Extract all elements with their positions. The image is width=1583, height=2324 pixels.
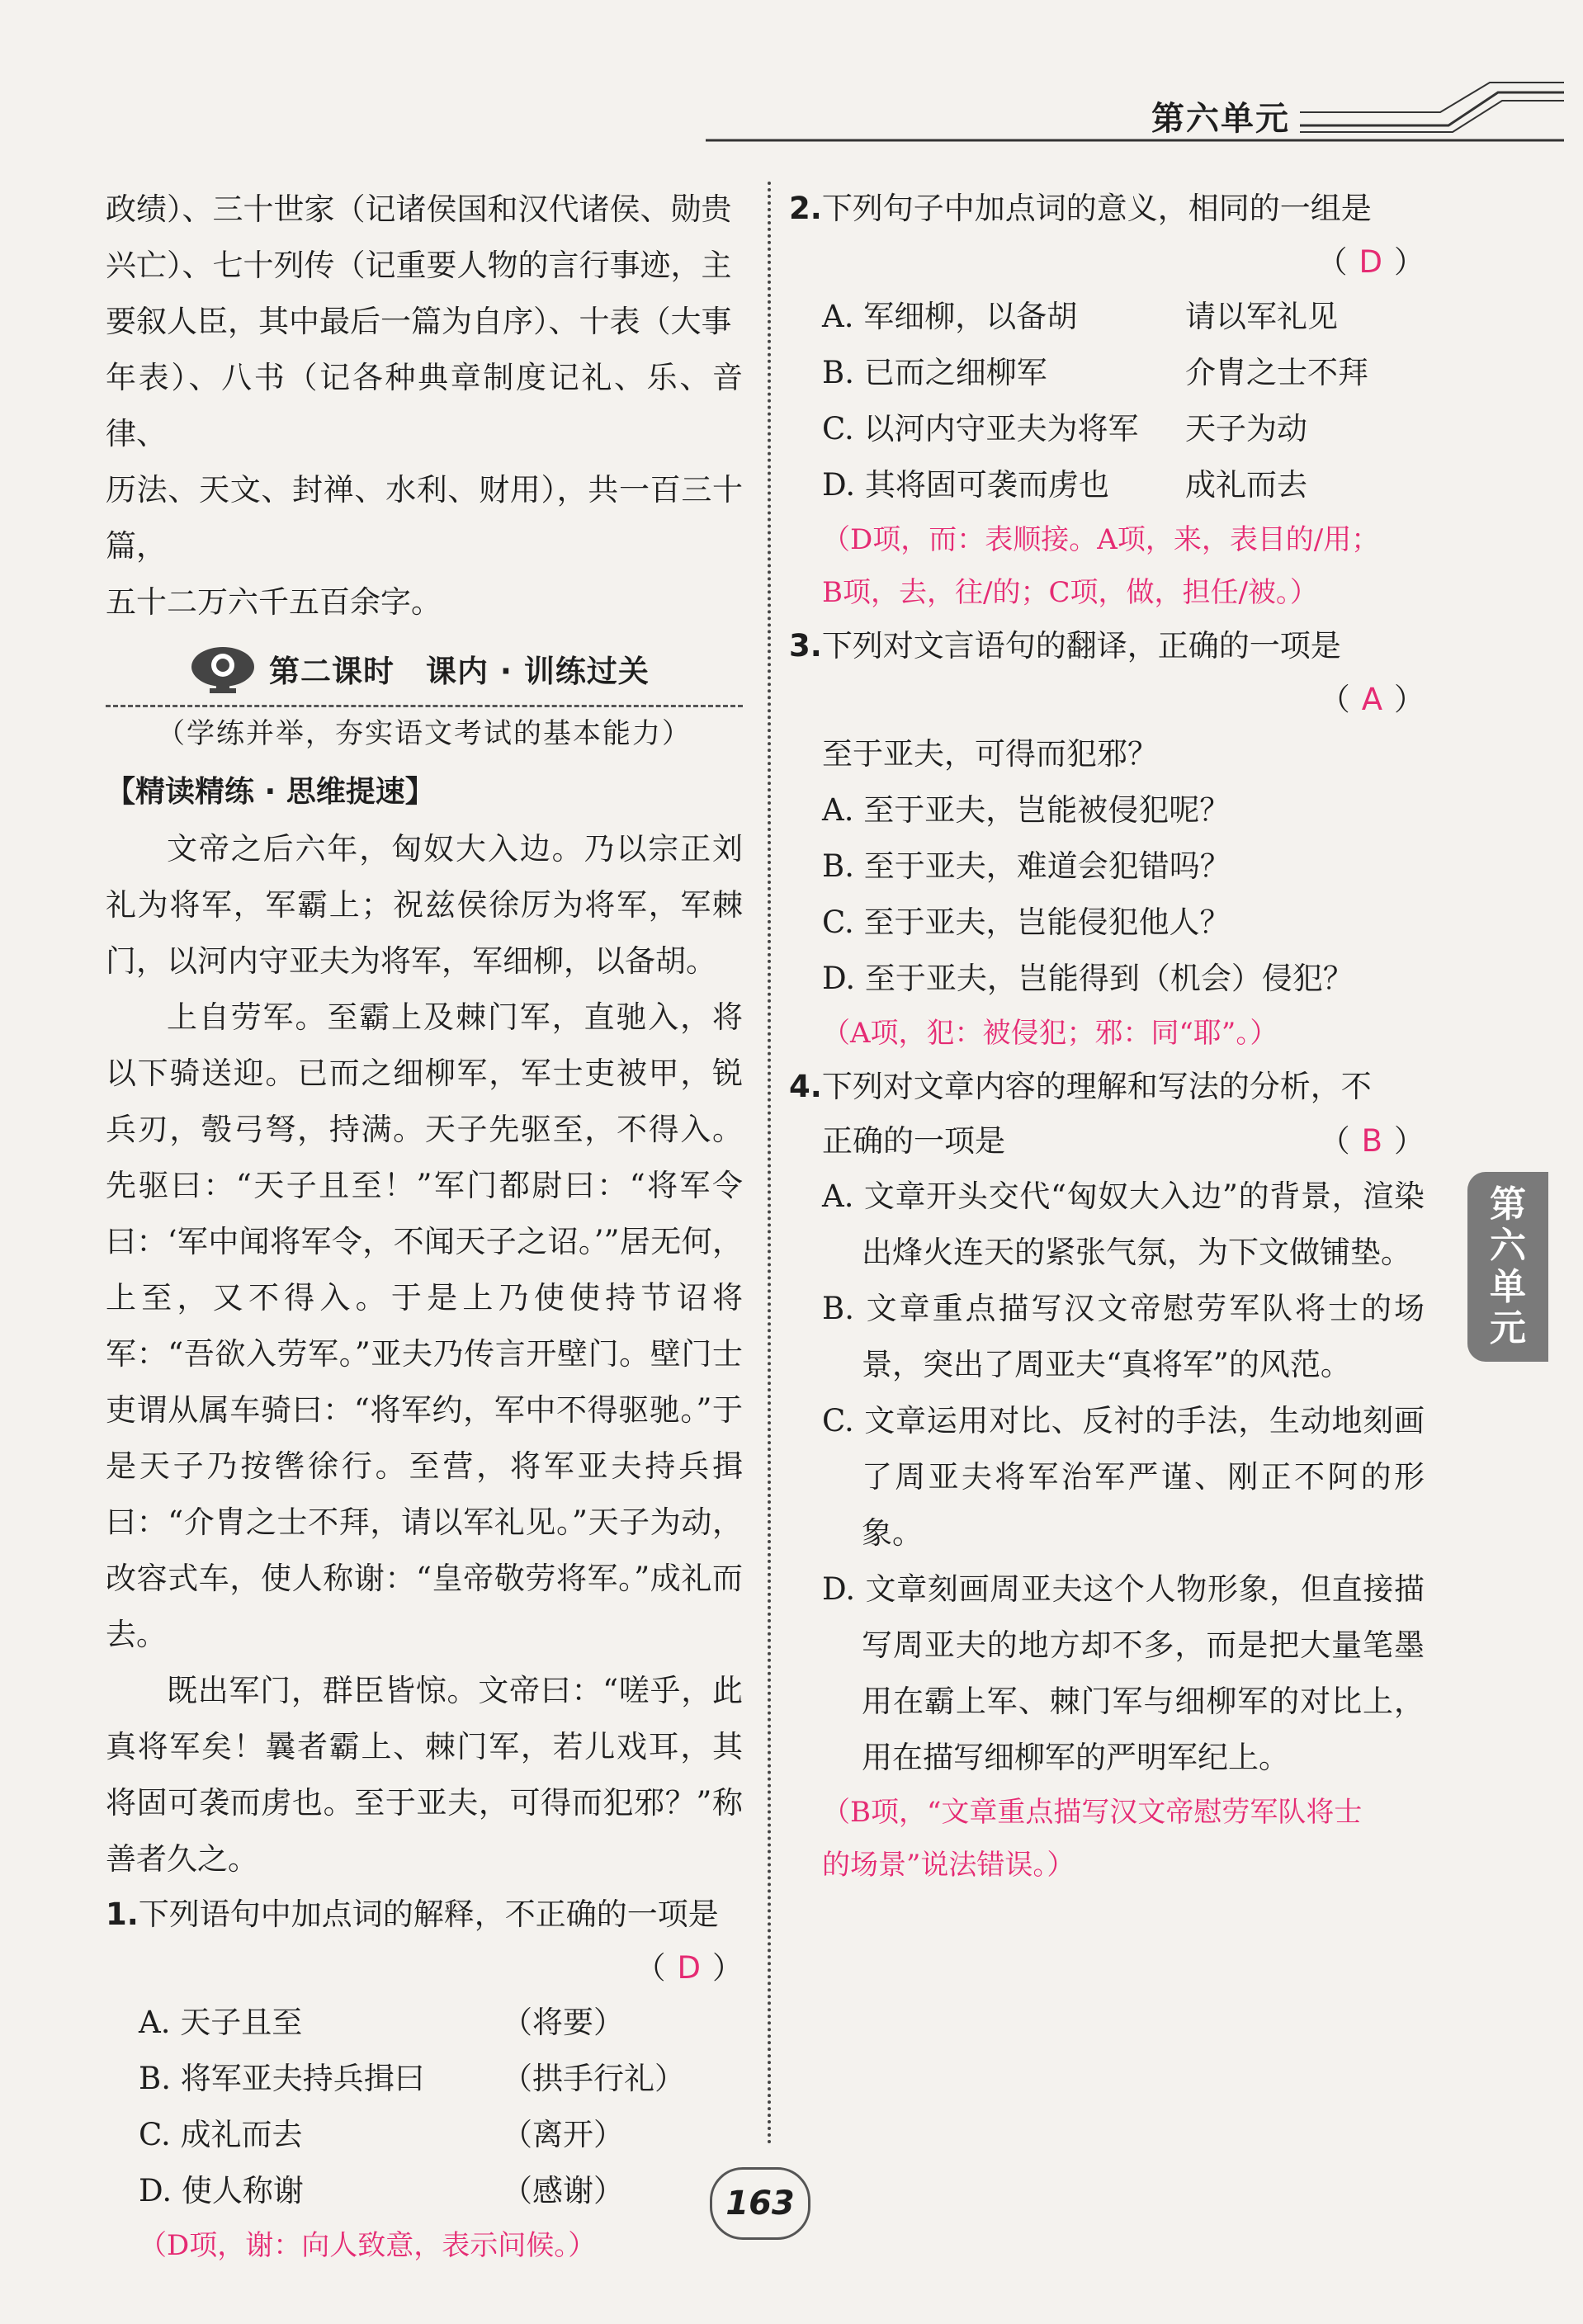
- option-text: B. 至于亚夫，难道会犯错吗？: [822, 848, 1231, 884]
- option-text: C. 成礼而去: [139, 2117, 303, 2152]
- intro-line: 五十二万六千五百余字。: [106, 584, 442, 620]
- intro-text: [106, 182, 743, 631]
- question-stem: 下列语句中加点词的解释，不正确的一项是: [138, 1897, 719, 1932]
- unit-title: 第六单元: [1151, 100, 1290, 138]
- option-text: B. 文章重点描写汉文帝慰劳军队将士的场景，突出了周亚夫“真将军”的风范。: [822, 1291, 1425, 1382]
- answer-bracket: （ D ）: [635, 1950, 743, 1986]
- note-line: 的场景”说法错误。）: [822, 1849, 1075, 1882]
- intro-line: 要叙人臣，其中最后一篇为自序）、十表（大事: [106, 304, 732, 339]
- option-gloss: （拱手行礼）: [502, 2061, 685, 2096]
- answer-letter: A: [1361, 682, 1382, 717]
- question-number: 2.: [789, 191, 822, 226]
- column-divider: [768, 182, 771, 2146]
- passage-paragraph: 既出军门，群臣皆惊。文帝曰：“嗟乎，此真将军矣！曩者霸上、棘门军，若儿戏耳，其将固可袭而虏也。至于亚夫，可得而犯邪？”称善者久之。: [106, 1673, 743, 1877]
- answer-note: （D项，谢：向人致意，表示问候。）: [139, 2229, 597, 2262]
- question-number: 1.: [106, 1897, 139, 1932]
- option-text-b: 成礼而去: [1185, 467, 1307, 503]
- answer-bracket: （ B ）: [1319, 1123, 1425, 1159]
- option-text: C. 文章运用对比、反衬的手法，生动地刻画了周亚夫将军治军严谨、刚正不阿的形象。: [822, 1403, 1425, 1551]
- question-stem: 下列对文章内容的理解和写法的分析，不: [821, 1069, 1372, 1104]
- quoted-sentence: 至于亚夫，可得而犯邪？: [822, 736, 1158, 772]
- intro-line: 年表）、八书（记各种典章制度记礼、乐、音律、: [106, 360, 743, 451]
- left-column: [106, 182, 743, 2272]
- option-row: [106, 2051, 743, 2107]
- answer-letter: D: [1359, 244, 1382, 280]
- lesson-subtitle: （学练并举，夯实语文考试的基本能力）: [157, 717, 692, 750]
- answer-letter: D: [677, 1950, 701, 1986]
- header-decoration: [706, 76, 1564, 150]
- option-row: [106, 2163, 743, 2219]
- option-text: D. 使人称谢: [139, 2173, 304, 2208]
- option-row: [789, 401, 1425, 457]
- question-4: [789, 1060, 1425, 1114]
- answer-letter: B: [1361, 1123, 1382, 1159]
- answer-bracket: （ D ）: [1316, 244, 1425, 280]
- question-number: 3.: [789, 628, 822, 664]
- unit-side-tab: [1467, 1172, 1548, 1362]
- option-text-b: 请以军礼见: [1185, 299, 1338, 334]
- page-number: 163: [710, 2167, 810, 2240]
- option-text: D. 其将固可袭而虏也: [822, 467, 1109, 503]
- side-tab-char: 第: [1490, 1183, 1526, 1226]
- lesson-title: 第二课时 课内 · 训练过关: [269, 654, 650, 689]
- note-line: B项，去，往/的；C项，做，担任/被。）: [822, 576, 1318, 609]
- option-row: [106, 2107, 743, 2163]
- question-3: [789, 619, 1425, 673]
- note-line: （B项，“文章重点描写汉文帝慰劳军队将士: [822, 1796, 1363, 1829]
- question-stem: 下列对文言语句的翻译，正确的一项是: [821, 628, 1341, 664]
- question-2: [789, 182, 1425, 236]
- option-text: D. 文章刻画周亚夫这个人物形象，但直接描写周亚夫的地方却不多，而是把大量笔墨用在霸上军、棘门军与细柳军的对比上，用在描写细柳军的严明军纪上。: [822, 1571, 1425, 1775]
- option-gloss: （感谢）: [502, 2173, 624, 2208]
- question-1: [106, 1887, 743, 1942]
- answer-note: （A项，犯：被侵犯；邪：同“耶”。）: [822, 1017, 1278, 1050]
- option-row: [789, 457, 1425, 513]
- question-number: 4.: [789, 1069, 822, 1104]
- answer-bracket: （ A ）: [1319, 682, 1425, 717]
- trophy-icon: [188, 642, 258, 695]
- side-tab-char: 元: [1490, 1307, 1526, 1349]
- option-row: [789, 289, 1425, 345]
- option-text: C. 以河内守亚夫为将军: [822, 411, 1139, 446]
- intro-line: 兴亡）、七十列传（记重要人物的言行事迹，主: [106, 248, 732, 283]
- option-text: D. 至于亚夫，岂能得到（机会）侵犯？: [822, 961, 1354, 996]
- option-text-b: 介胄之士不拜: [1185, 355, 1368, 390]
- option-text: A. 至于亚夫，岂能被侵犯呢？: [822, 792, 1231, 828]
- question-stem: 下列句子中加点词的意义，相同的一组是: [821, 191, 1372, 226]
- option-text: B. 已而之细柳军: [822, 355, 1047, 390]
- answer-note: [789, 513, 1425, 619]
- side-tab-char: 单: [1490, 1266, 1526, 1308]
- option-gloss: （离开）: [502, 2117, 624, 2152]
- lesson-header: [106, 635, 743, 701]
- intro-line: 历法、天文、封禅、水利、财用），共一百三十篇，: [106, 472, 743, 564]
- question-stem: 正确的一项是: [822, 1123, 1005, 1159]
- question-stem-cont: [789, 1114, 1425, 1169]
- option-text-b: 天子为动: [1185, 411, 1307, 446]
- option-text: B. 将军亚夫持兵揖曰: [139, 2061, 425, 2096]
- option-text: A. 军细柳，以备胡: [822, 299, 1078, 334]
- right-column: [789, 182, 1425, 1892]
- passage-paragraph: 文帝之后六年，匈奴大入边。乃以宗正刘礼为将军，军霸上；祝兹侯徐厉为将军，军棘门，以河内守亚夫为将军，军细柳，以备胡。: [106, 831, 743, 979]
- option-row: [106, 1995, 743, 2051]
- option-text: A. 天子且至: [139, 2005, 303, 2040]
- passage-paragraph: 上自劳军。至霸上及棘门军，直驰入，将以下骑送迎。已而之细柳军，军士吏被甲，锐兵刃，彀弓弩，持满。天子先驱至，不得入。先驱曰：“天子且至！”军门都尉曰：“将军令曰：‘军中闻将军令，不闻天子之诏。’”居无何，上至，又不得入。于是上乃使使持节诏将军：“吾欲入劳军。”亚夫乃传言开壁门。壁门士吏谓从属车骑曰：“将军约，军中不得驱驰。”于是天子乃按辔徐行。至营，将军亚夫持兵揖曰：“介胄之士不拜，请以军礼见。”天子为动，改容式车，使人称谢：“皇帝敬劳将军。”成礼而去。: [106, 999, 743, 1652]
- option-row: [789, 345, 1425, 401]
- answer-note: [789, 1786, 1425, 1892]
- section-title: 【精读精练 · 思维提速】: [106, 775, 435, 809]
- option-text: C. 至于亚夫，岂能侵犯他人？: [822, 905, 1231, 940]
- note-line: （D项，而：表顺接。A项，来，表目的/用；: [822, 523, 1380, 556]
- intro-line: 政绩）、三十世家（记诸侯国和汉代诸侯、勋贵: [106, 191, 732, 227]
- option-gloss: （将要）: [502, 2005, 624, 2040]
- option-text: A. 文章开头交代“匈奴大入边”的背景，渲染出烽火连天的紧张气氛，为下文做铺垫。: [822, 1179, 1425, 1270]
- side-tab-char: 六: [1490, 1225, 1526, 1267]
